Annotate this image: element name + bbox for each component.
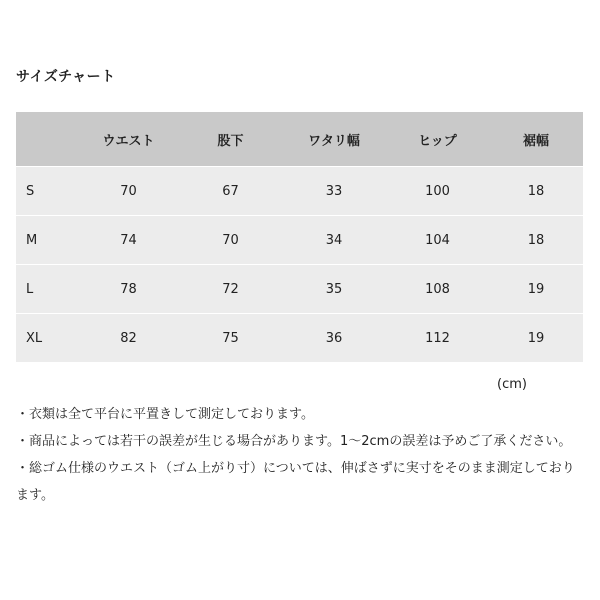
table-row — [16, 216, 583, 265]
size-chart-table — [16, 112, 583, 362]
note-item: ・商品によっては若干の誤差が生じる場合があります。1～2cmの誤差は予めご了承ください。 — [16, 434, 572, 449]
unit-label: (cm) — [497, 377, 527, 392]
page-title: サイズチャート — [16, 69, 116, 85]
hem-width-cell: 19 — [489, 314, 583, 363]
header-waist: ウエスト — [78, 112, 179, 167]
size-label: L — [16, 265, 78, 314]
note-item: ・総ゴム仕様のウエスト（ゴム上がり寸）については、伸ばさずに実寸をそのまま測定しております。 — [16, 461, 575, 503]
table-header-row — [16, 112, 583, 167]
waist-cell: 70 — [78, 167, 179, 216]
inseam-cell: 72 — [179, 265, 282, 314]
size-label: XL — [16, 314, 78, 363]
hip-cell: 108 — [386, 265, 489, 314]
size-label: S — [16, 167, 78, 216]
note-item: ・衣類は全て平台に平置きして測定しております。 — [16, 407, 314, 422]
hip-cell: 104 — [386, 216, 489, 265]
waist-cell: 82 — [78, 314, 179, 363]
notes-section — [16, 401, 586, 509]
thigh-width-cell: 36 — [282, 314, 386, 363]
inseam-cell: 70 — [179, 216, 282, 265]
table-row — [16, 167, 583, 216]
size-label: M — [16, 216, 78, 265]
inseam-cell: 67 — [179, 167, 282, 216]
hip-cell: 100 — [386, 167, 489, 216]
thigh-width-cell: 35 — [282, 265, 386, 314]
header-inseam: 股下 — [179, 112, 282, 167]
waist-cell: 78 — [78, 265, 179, 314]
table-row — [16, 265, 583, 314]
hem-width-cell: 18 — [489, 167, 583, 216]
header-hip: ヒップ — [386, 112, 489, 167]
header-thigh-width: ワタリ幅 — [282, 112, 386, 167]
hem-width-cell: 19 — [489, 265, 583, 314]
thigh-width-cell: 34 — [282, 216, 386, 265]
inseam-cell: 75 — [179, 314, 282, 363]
thigh-width-cell: 33 — [282, 167, 386, 216]
hem-width-cell: 18 — [489, 216, 583, 265]
header-size — [16, 112, 78, 167]
header-hem-width: 裾幅 — [489, 112, 583, 167]
table-row — [16, 314, 583, 363]
waist-cell: 74 — [78, 216, 179, 265]
hip-cell: 112 — [386, 314, 489, 363]
